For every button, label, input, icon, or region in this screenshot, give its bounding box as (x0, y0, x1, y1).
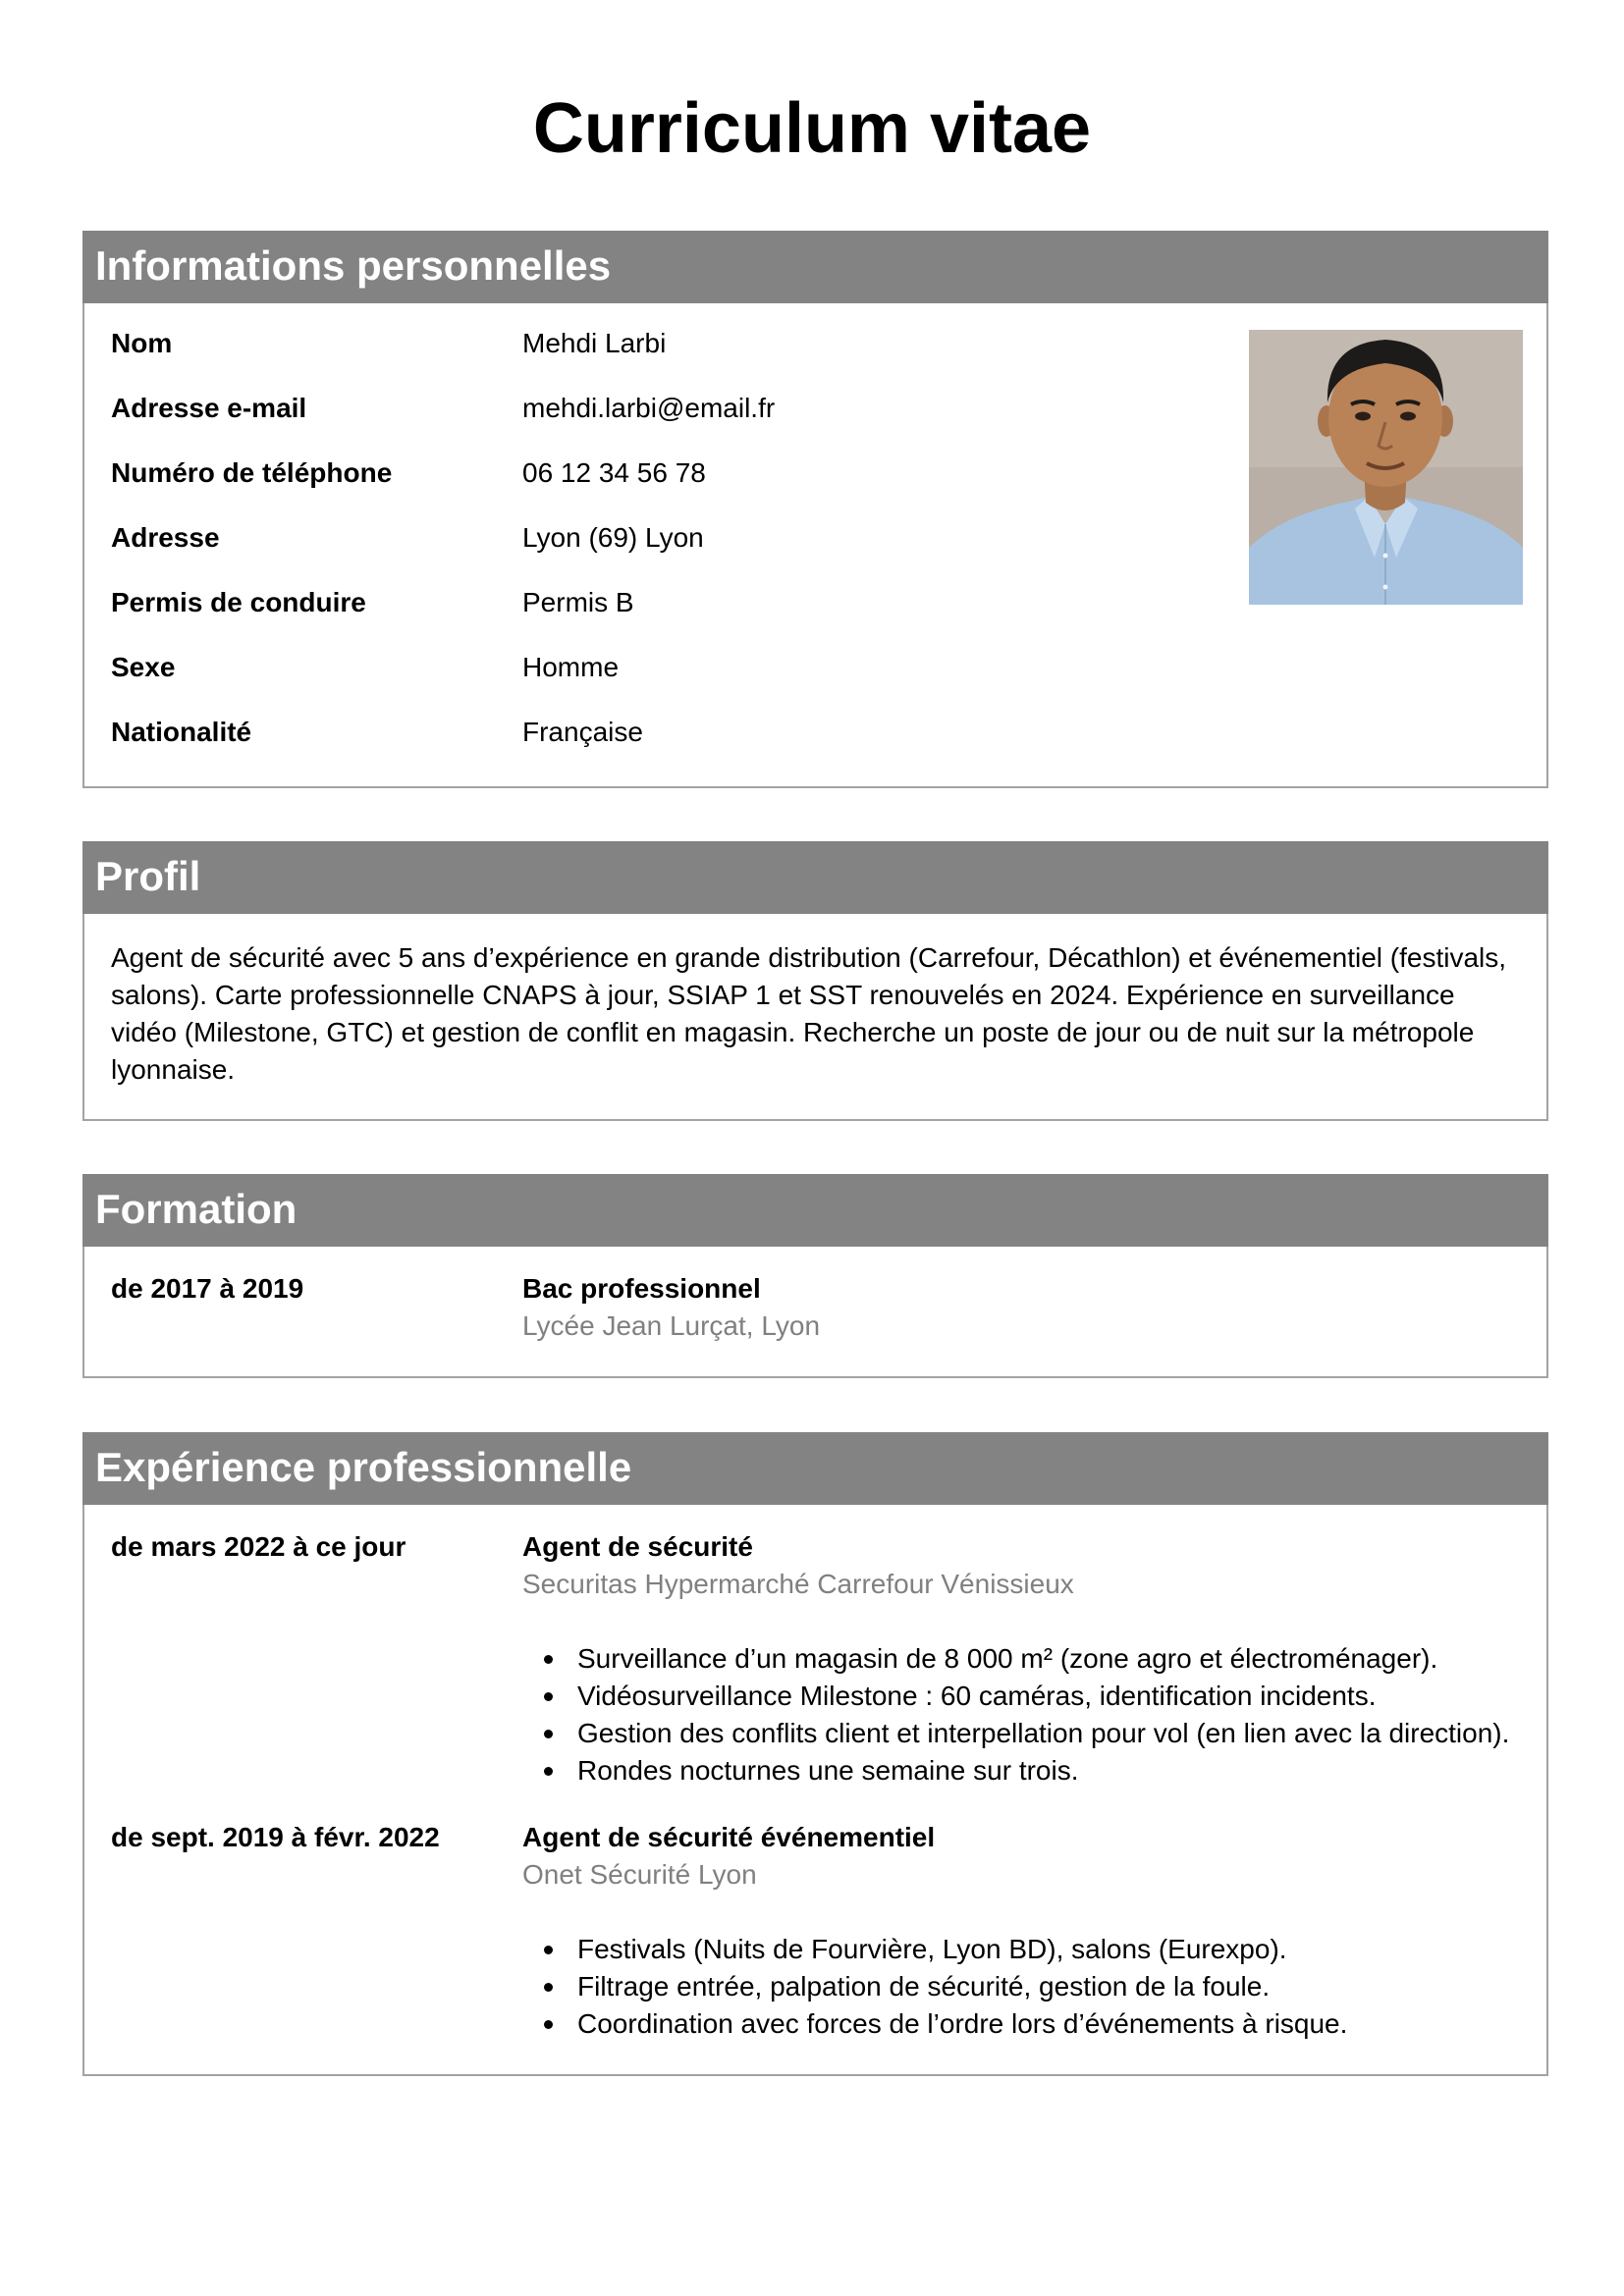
info-label: Numéro de téléphone (111, 457, 393, 488)
personal-info-body (84, 303, 1546, 784)
entry-task (522, 1640, 1520, 1678)
entry-task-text: Filtrage entrée, palpation de sécurité, gestion de la foule. (577, 1971, 1271, 2002)
info-label: Permis de conduire (111, 587, 366, 617)
education-section (82, 1174, 1548, 1378)
entry-task-list (522, 1640, 1520, 1789)
entry-task-text: Festivals (Nuits de Fourvière, Lyon BD), salons (Eurexpo). (577, 1934, 1287, 1964)
info-label: Nationalité (111, 717, 252, 747)
entry-date: de 2017 à 2019 (111, 1273, 304, 1304)
profile-text: Agent de sécurité avec 5 ans d’expérience en grande distribution (Carrefour, Décathlon) et événementiel (festivals, salons). Carte professionnelle CNAPS à jour, SSIAP 1 et SST renouvelés en 2024. Expérience en surveillance vidéo (Milestone, GTC) et gestion de conflit en magasin. Recherche un poste de jour ou de nuit sur la métropole lyonnaise. (111, 942, 1507, 1085)
info-value: 06 12 34 56 78 (522, 457, 706, 488)
profile-header: Profil (82, 841, 1548, 914)
info-label: Nom (111, 328, 173, 358)
info-value: Mehdi Larbi (522, 328, 667, 358)
entry-task-text: Rondes nocturnes une semaine sur trois. (577, 1755, 1079, 1786)
profile-section (82, 841, 1548, 1121)
entry-date: de mars 2022 à ce jour (111, 1531, 406, 1562)
entry-task (522, 1678, 1520, 1715)
entry-task-text: Vidéosurveillance Milestone : 60 caméras, identification incidents. (577, 1681, 1377, 1711)
entry-task-text: Coordination avec forces de l’ordre lors d’événements à risque. (577, 2008, 1348, 2039)
entry-main (522, 1270, 1520, 1345)
experience-section (82, 1432, 1548, 2076)
entry-task (522, 1968, 1520, 2005)
entry-task (522, 1715, 1520, 1752)
entry-task (522, 1752, 1520, 1789)
bullet-icon (544, 1692, 553, 1701)
bullet-icon (544, 1730, 553, 1738)
entry-task (522, 2005, 1520, 2043)
info-value: Française (522, 717, 643, 747)
bullet-icon (544, 1767, 553, 1776)
info-label: Adresse e-mail (111, 393, 307, 423)
entry-title: Agent de sécurité événementiel (522, 1822, 936, 1852)
entry-date: de sept. 2019 à févr. 2022 (111, 1822, 440, 1852)
entry-main (522, 1528, 1520, 1789)
info-label: Adresse (111, 522, 220, 553)
entry-task-text: Gestion des conflits client et interpellation pour vol (en lien avec la direction). (577, 1718, 1510, 1748)
profile-photo (1249, 330, 1523, 605)
experience-header: Expérience professionnelle (82, 1432, 1548, 1505)
entry-task-list (522, 1931, 1520, 2043)
entry-main (522, 1819, 1520, 2043)
info-value: Homme (522, 652, 620, 682)
education-header: Formation (82, 1174, 1548, 1247)
bullet-icon (544, 1983, 553, 1992)
personal-info-section (82, 231, 1548, 788)
info-value: mehdi.larbi@email.fr (522, 393, 776, 423)
entry-task-text: Surveillance d’un magasin de 8 000 m² (zone agro et électroménager). (577, 1643, 1438, 1674)
info-value: Permis B (522, 587, 634, 617)
page-title: Curriculum vitae (532, 89, 1092, 168)
personal-info-header: Informations personnelles (82, 231, 1548, 303)
bullet-icon (544, 1655, 553, 1664)
bullet-icon (544, 1946, 553, 1954)
entry-org: Lycée Jean Lurçat, Lyon (522, 1310, 821, 1341)
info-value: Lyon (69) Lyon (522, 522, 704, 553)
info-label: Sexe (111, 652, 176, 682)
entry-org: Onet Sécurité Lyon (522, 1859, 757, 1890)
entry-title: Bac professionnel (522, 1273, 761, 1304)
bullet-icon (544, 2020, 553, 2029)
entry-title: Agent de sécurité (522, 1531, 753, 1562)
entry-org: Securitas Hypermarché Carrefour Vénissieux (522, 1569, 1074, 1599)
entry-task (522, 1931, 1520, 1968)
